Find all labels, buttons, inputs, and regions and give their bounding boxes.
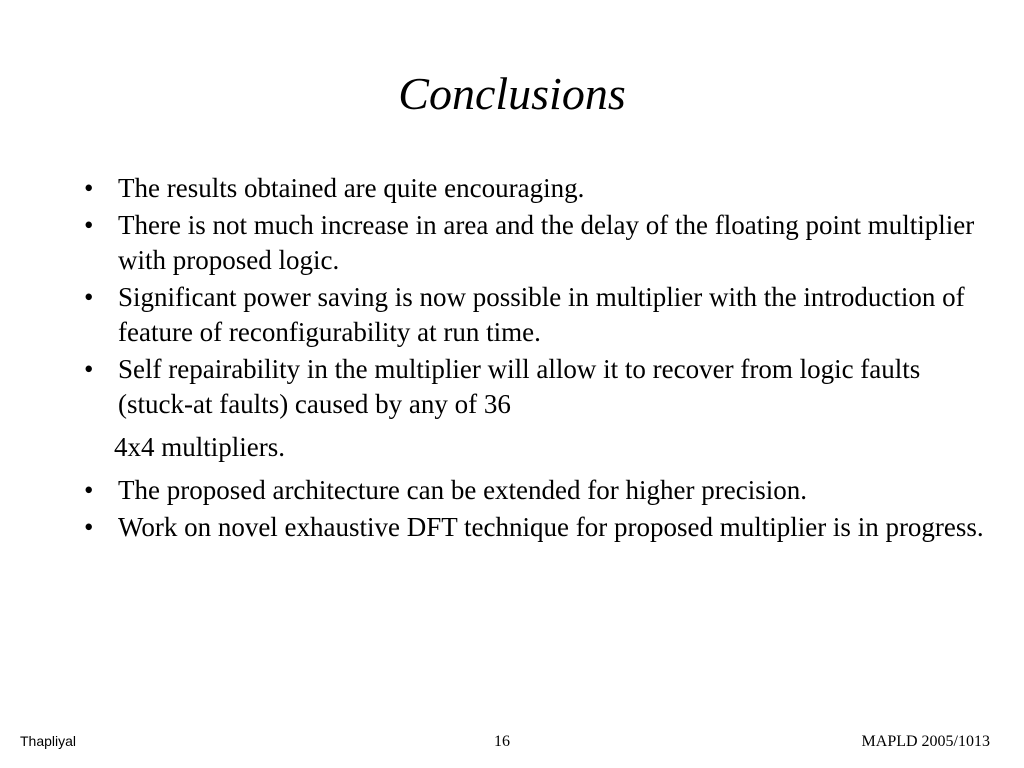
footer-page-number: 16: [494, 733, 510, 750]
bullet-continuation: 4x4 multipliers.: [114, 432, 285, 462]
bullet-item: [80, 352, 1000, 422]
footer-reference: MAPLD 2005/1013: [861, 733, 990, 750]
bullet-icon: •: [84, 282, 94, 312]
bullet-text: The proposed architecture can be extended for higher precision.: [118, 475, 807, 505]
bullet-item: [80, 208, 1000, 278]
bullet-icon: •: [84, 173, 94, 203]
bullet-text: Self repairability in the multiplier will allow it to recover from logic faults (stuck-at faults) caused by any of 36: [118, 354, 921, 419]
slide-title: Conclusions: [398, 68, 626, 119]
bullet-item: [80, 171, 1000, 206]
bullet-icon: •: [84, 354, 94, 384]
bullet-item: [80, 510, 1000, 545]
bullet-text: Significant power saving is now possible in multiplier with the introduction of feature of reconfigurability at run time.: [118, 282, 965, 347]
bullet-text: Work on novel exhaustive DFT technique for proposed multiplier is in progress.: [118, 512, 984, 542]
bullet-text: There is not much increase in area and the delay of the floating point multiplier with proposed logic.: [118, 210, 975, 275]
bullet-icon: •: [84, 475, 94, 505]
bullet-icon: •: [84, 210, 94, 240]
bullet-item: [80, 280, 1000, 350]
bullet-text: The results obtained are quite encouraging.: [118, 173, 585, 203]
bullet-list: [80, 171, 1000, 547]
footer-author: Thapliyal: [20, 733, 77, 749]
bullet-item: [80, 473, 1000, 508]
bullet-icon: •: [84, 512, 94, 542]
